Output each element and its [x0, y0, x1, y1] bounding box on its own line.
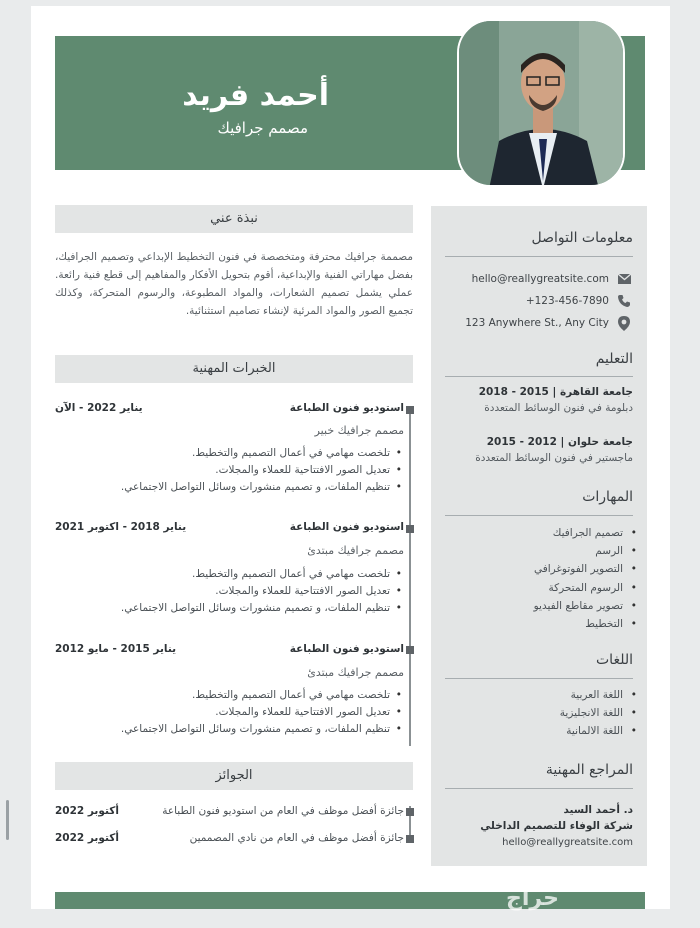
contact-email[interactable]: hello@reallygreatsite.com	[471, 273, 609, 285]
contact-address: 123 Anywhere St., Any City	[465, 317, 609, 329]
job-2-duties	[121, 566, 404, 617]
contact-heading: معلومات التواصل	[531, 230, 633, 246]
job-1-date: يناير 2022 - الآن	[55, 402, 143, 414]
award-2-text: جائزة أفضل موظف في العام من نادي المصممين	[189, 832, 404, 844]
timeline-marker	[406, 808, 414, 816]
education-item-2-title: جامعة حلوان | 2012 - 2015	[486, 436, 633, 448]
timeline-marker	[406, 525, 414, 533]
skills-list	[534, 524, 639, 633]
awards-heading: الجوائز	[55, 762, 413, 790]
job-2-role: مصمم جرافيك مبتدئ	[307, 544, 404, 557]
job-2-company: استوديو فنون الطباعة	[289, 521, 404, 533]
list-item: • تعديل الصور الافتتاحية للعملاء والمجلات.	[121, 704, 404, 721]
education-item-1-degree: دبلومة في فنون الوسائط المتعددة	[484, 402, 633, 414]
list-item: • تلخصت مهامي في أعمال التصميم والتخطيط.	[121, 566, 404, 583]
scrollbar-thumb[interactable]	[6, 800, 9, 840]
divider	[445, 788, 633, 789]
reference-company: شركة الوفاء للتصميم الداخلي	[480, 820, 633, 832]
profile-photo	[457, 19, 625, 187]
job-3-duties	[121, 687, 404, 738]
timeline-marker	[406, 646, 414, 654]
list-item: • الرسوم المتحركة	[534, 579, 639, 597]
about-heading: نبذة عني	[55, 205, 413, 233]
list-item: • تنظيم الملفات، و تصميم منشورات وسائل التواصل الاجتماعي.	[121, 721, 404, 738]
divider	[445, 678, 633, 679]
award-1-text: جائزة أفضل موظف في العام من استوديو فنون الطباعة	[162, 805, 404, 817]
list-item: • اللغة الانجليزية	[560, 704, 639, 722]
job-3-company: استوديو فنون الطباعة	[289, 643, 404, 655]
reference-name: د. أحمد السيد	[563, 804, 633, 816]
list-item: • تنظيم الملفات، و تصميم منشورات وسائل التواصل الاجتماعي.	[121, 600, 404, 617]
contact-address-row	[465, 316, 631, 330]
education-heading: التعليم	[595, 351, 633, 367]
watermark-logo: حراج	[506, 886, 559, 911]
job-1-company: استوديو فنون الطباعة	[289, 402, 404, 414]
languages-heading: اللغات	[596, 652, 633, 668]
award-1-date: أكتوبر 2022	[55, 805, 119, 817]
job-3-role: مصمم جرافيك مبتدئ	[307, 666, 404, 679]
resume-page	[31, 6, 670, 909]
phone-icon	[617, 294, 631, 308]
list-item: • اللغة العربية	[560, 686, 639, 704]
viewer-margin	[0, 0, 31, 928]
job-1-duties	[121, 445, 404, 496]
experience-timeline	[409, 408, 411, 746]
list-item: • التصوير الفوتوغرافي	[534, 560, 639, 578]
candidate-name: أحمد فريد	[182, 78, 329, 113]
list-item: • تعديل الصور الافتتاحية للعملاء والمجلات.	[121, 462, 404, 479]
contact-email-row	[472, 272, 631, 286]
list-item: • التخطيط	[534, 615, 639, 633]
award-2-date: أكتوبر 2022	[55, 832, 119, 844]
divider	[445, 376, 633, 377]
skills-heading: المهارات	[582, 489, 633, 505]
list-item: • اللغة الالمانية	[560, 722, 639, 740]
divider	[445, 256, 633, 257]
languages-list	[560, 686, 639, 741]
reference-email[interactable]: hello@reallygreatsite.com	[502, 837, 633, 848]
timeline-marker	[406, 835, 414, 843]
divider	[445, 515, 633, 516]
job-1-role: مصمم جرافيك خبير	[314, 424, 404, 437]
list-item: • تنظيم الملفات، و تصميم منشورات وسائل التواصل الاجتماعي.	[121, 479, 404, 496]
education-item-1-title: جامعة القاهرة | 2015 - 2018	[478, 386, 633, 398]
contact-phone-row	[526, 294, 631, 308]
timeline-marker	[406, 406, 414, 414]
about-text: مصممة جرافيك محترفة ومتخصصة في فنون التخطيط الإبداعي وتصميم الجرافيك، بفضل مهاراتي الفنية والإبداعية، أقوم بتحويل الأفكار والمفاهيم إلى قطع فنية رائعة. عملي يشمل تصميم الشعارات، والمواد المطبوعة، والرسوم المتحركة، وكذلك تجميع الصور والمواد المرئية لإنشاء تصاميم استثنائية.	[55, 251, 413, 317]
education-item-2-degree: ماجستير في فنون الوسائط المتعددة	[475, 452, 633, 464]
candidate-title: مصمم جرافيك	[217, 119, 308, 137]
list-item: • تلخصت مهامي في أعمال التصميم والتخطيط.	[121, 445, 404, 462]
list-item: • تعديل الصور الافتتاحية للعملاء والمجلات.	[121, 583, 404, 600]
list-item: • الرسم	[534, 542, 639, 560]
list-item: • تصميم الجرافيك	[534, 524, 639, 542]
job-2-date: يناير 2018 - اكتوبر 2021	[55, 521, 187, 533]
experience-heading: الخبرات المهنية	[55, 355, 413, 383]
sidebar-panel	[431, 206, 647, 866]
list-item: • تلخصت مهامي في أعمال التصميم والتخطيط.	[121, 687, 404, 704]
list-item: • تصوير مقاطع الفيديو	[534, 597, 639, 615]
location-pin-icon	[617, 316, 631, 330]
references-heading: المراجع المهنية	[545, 762, 633, 778]
contact-phone: +123-456-7890	[525, 295, 609, 307]
email-icon	[617, 272, 631, 286]
job-3-date: يناير 2015 - مايو 2012	[55, 643, 177, 655]
